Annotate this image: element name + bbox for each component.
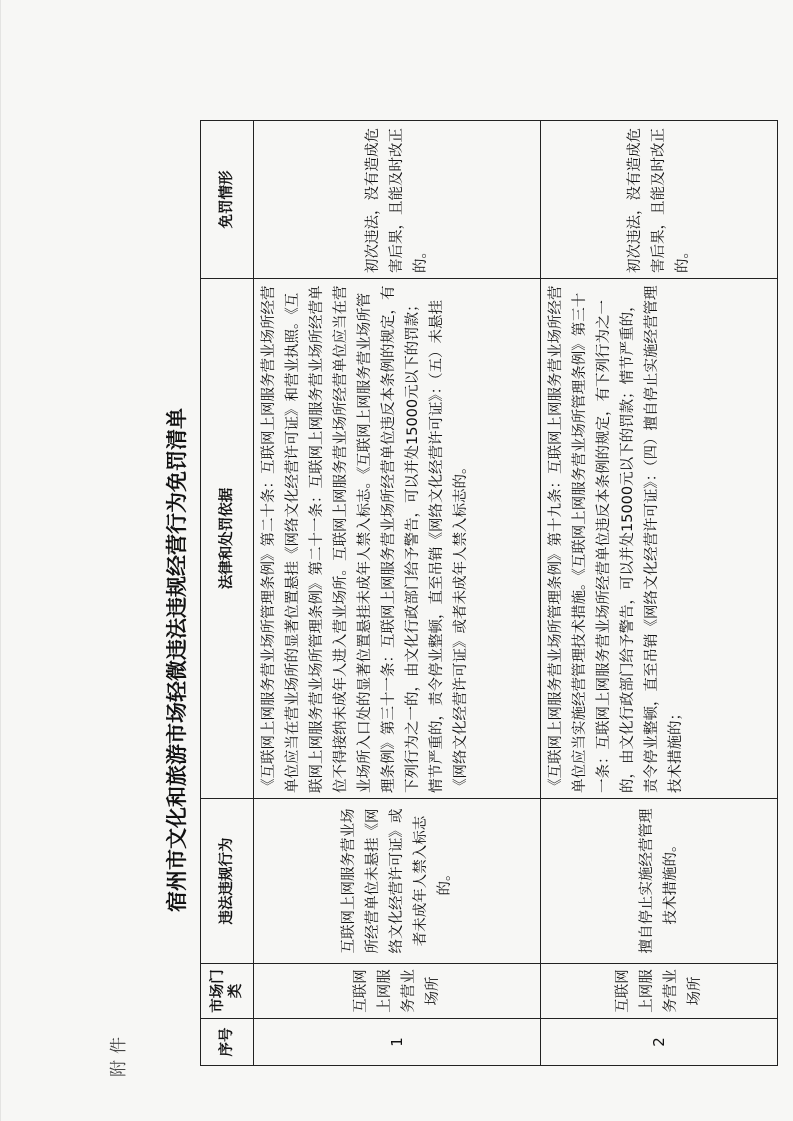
- row-number: 1: [254, 1019, 541, 1066]
- violation-behavior: 擅自停止实施经营管理技术措施的。: [541, 799, 778, 964]
- table-row: [541, 121, 778, 1066]
- header-violation: 违法违规行为: [201, 799, 254, 964]
- exemption-condition: 初次违法，没有造成危害后果，且能及时改正的。: [541, 121, 778, 279]
- header-basis: 法律和处罚依据: [201, 279, 254, 799]
- market-category: 互联网上网服务营业场所: [541, 964, 778, 1019]
- row-number: 2: [541, 1019, 778, 1066]
- header-no: 序号: [201, 1019, 254, 1066]
- market-category: 互联网上网服务营业场所: [254, 964, 541, 1019]
- attachment-label: 附件: [109, 1031, 129, 1077]
- violation-behavior: 互联网上网服务营业场所经营单位未悬挂《网络文化经营许可证》或者未成年人禁入标志的。: [254, 799, 541, 964]
- exemption-condition: 初次违法，没有造成危害后果，且能及时改正的。: [254, 121, 541, 279]
- exemption-table: [200, 120, 778, 1066]
- exemption-table-container: [200, 121, 765, 1066]
- legal-basis: 《互联网上网服务营业场所管理条例》第十九条：互联网上网服务营业场所经营单位应当实施经营管理技术措施。《互联网上网服务营业场所管理条例》第三十一条：互联网上网服务营业场所经营单位违反本条例的规定，有下列行为之一的，由文化行政部门给予警告，可以并处15000元以下的罚款；情节严重的，责令停业整顿，直至吊销《网络文化经营许可证》：（四）擅自停止实施经营管理技术措施的；: [541, 279, 778, 799]
- table-header-row: [201, 121, 254, 1066]
- document-title: 宿州市文化和旅游市场轻微违法违规经营行为免罚清单: [164, 408, 189, 912]
- legal-basis: 《互联网上网服务营业场所管理条例》第二十条：互联网上网服务营业场所经营单位应当在营业场所的显著位置悬挂《网络文化经营许可证》和营业执照。《互联网上网服务营业场所管理条例》第二十一条：互联网上网服务营业场所经营单位不得接纳未成年人进入营业场所。互联网上网服务营业场所经营单位应当在营业场所入口处的显著位置悬挂未成年人禁入标志。《互联网上网服务营业场所管理条例》第三十一条：互联网上网服务营业场所经营单位违反本条例的规定，有下列行为之一的，由文化行政部门给予警告，可以并处15000元以下的罚款；情节严重的，责令停业整顿，直至吊销《网络文化经营许可证》：（五）未悬挂《网络文化经营许可证》或者未成年人禁入标志的。: [254, 279, 541, 799]
- header-exemption: 免罚情形: [201, 121, 254, 279]
- table-row: [254, 121, 541, 1066]
- header-category: 市场门类: [201, 964, 254, 1019]
